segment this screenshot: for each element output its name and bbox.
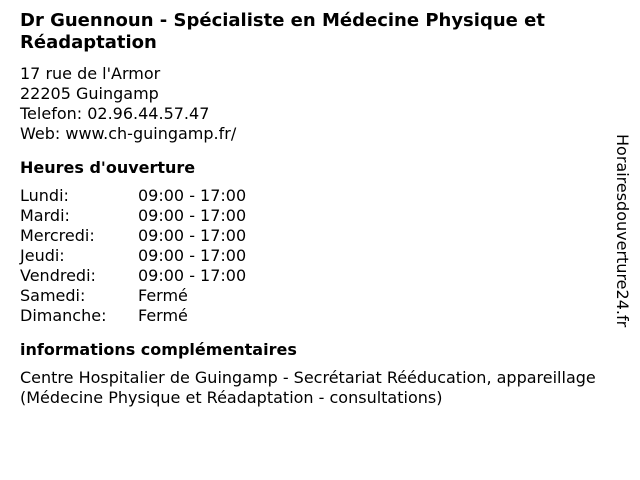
additional-info-heading: informations complémentaires xyxy=(20,340,297,359)
hours-row-monday xyxy=(20,186,610,206)
hours-row-wednesday xyxy=(20,226,610,246)
opening-hours-table xyxy=(20,186,610,326)
day-label: Mardi: xyxy=(20,206,70,225)
business-title: Dr Guennoun - Spécialiste en Médecine Physique et Réadaptation xyxy=(20,10,545,53)
day-hours: 09:00 - 17:00 xyxy=(138,266,247,285)
hours-row-tuesday xyxy=(20,206,610,226)
contact-block xyxy=(20,64,610,144)
day-hours: 09:00 - 17:00 xyxy=(138,186,247,205)
day-label: Mercredi: xyxy=(20,226,95,245)
address-street: 17 rue de l'Armor xyxy=(20,64,161,83)
day-label: Dimanche: xyxy=(20,306,107,325)
additional-info-text: Centre Hospitalier de Guingamp - Secrétariat Rééducation, appareillage (Médecine Physique et Réadaptation - consultations) xyxy=(20,368,596,407)
website-text: Web: www.ch-guingamp.fr/ xyxy=(20,124,237,143)
day-hours: 09:00 - 17:00 xyxy=(138,246,247,265)
side-credit-text: Horairesdouverture24.fr xyxy=(613,134,632,328)
hours-row-friday xyxy=(20,266,610,286)
hours-row-thursday xyxy=(20,246,610,266)
day-hours: 09:00 - 17:00 xyxy=(138,226,247,245)
hours-row-saturday xyxy=(20,286,610,306)
day-label: Samedi: xyxy=(20,286,86,305)
day-label: Jeudi: xyxy=(20,246,65,265)
business-page xyxy=(20,10,610,408)
day-label: Lundi: xyxy=(20,186,69,205)
day-hours: Fermé xyxy=(138,306,188,325)
phone-text: Telefon: 02.96.44.57.47 xyxy=(20,104,210,123)
opening-hours-heading: Heures d'ouverture xyxy=(20,158,196,177)
address-city: 22205 Guingamp xyxy=(20,84,159,103)
hours-row-sunday xyxy=(20,306,610,326)
day-hours: Fermé xyxy=(138,286,188,305)
day-label: Vendredi: xyxy=(20,266,96,285)
day-hours: 09:00 - 17:00 xyxy=(138,206,247,225)
